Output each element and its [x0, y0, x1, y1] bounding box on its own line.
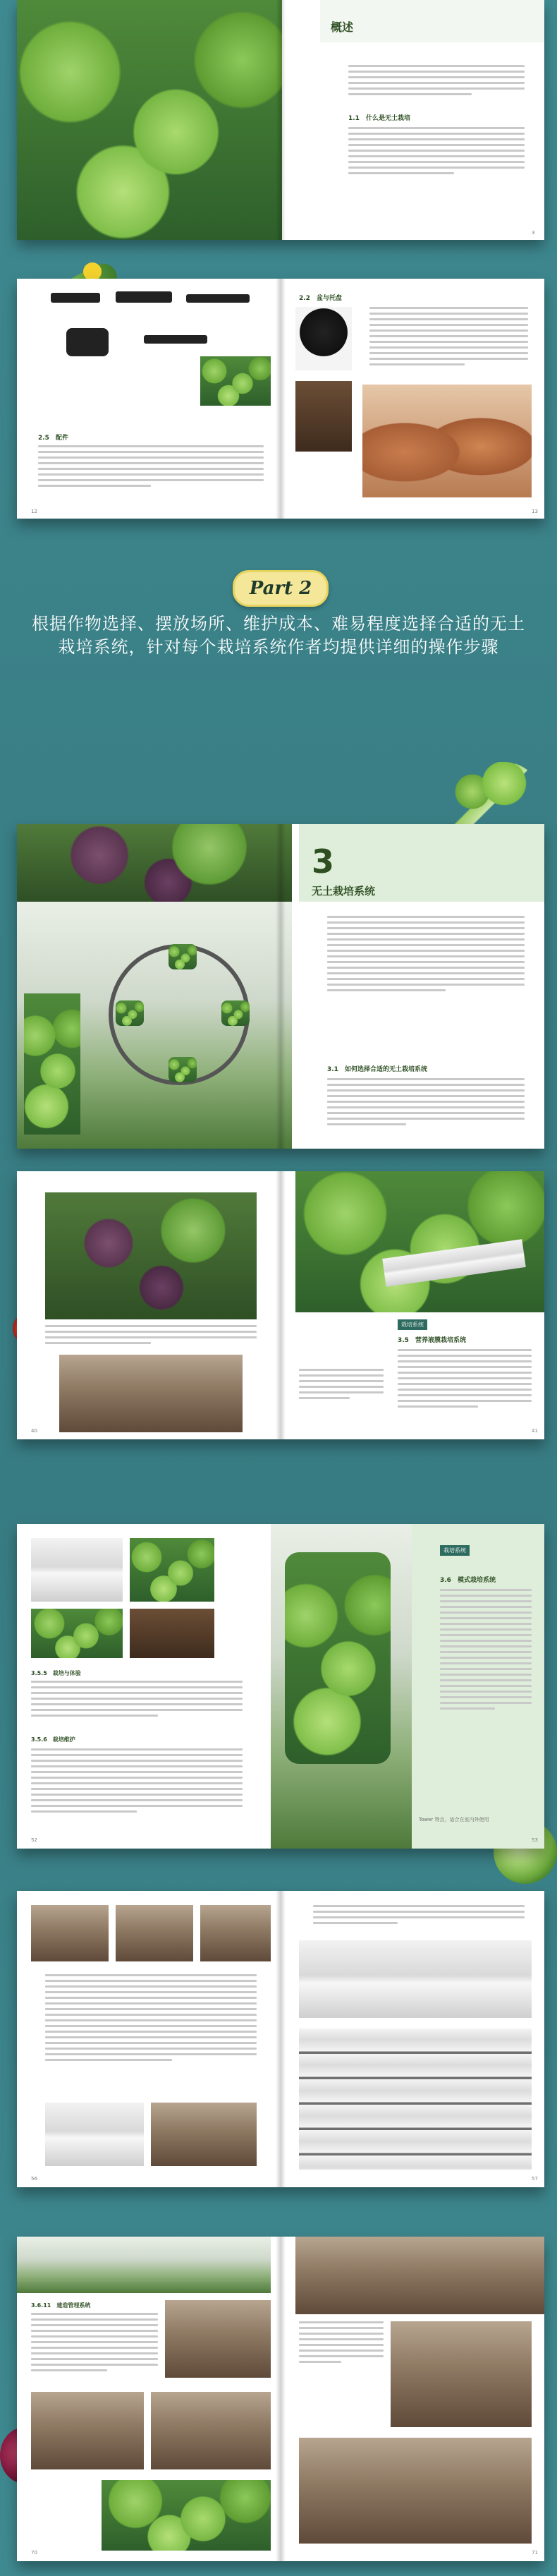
hanging-pot-photo [116, 1000, 144, 1026]
body-text [327, 1078, 525, 1129]
pots-stack-photo [295, 381, 352, 452]
book-gutter [276, 279, 286, 519]
book-spread-2 [17, 279, 544, 519]
book-spread-7 [17, 2237, 544, 2561]
wood-frame-photo [391, 2321, 532, 2427]
lettuce-photo [17, 0, 282, 240]
page-number-right: 53 [532, 1837, 538, 1843]
body-text [38, 445, 264, 490]
book-spread-4 [17, 1171, 544, 1439]
caption-text [45, 1325, 257, 1348]
body-text [327, 916, 525, 995]
assembly-photo [31, 1905, 109, 1961]
body-text [313, 1905, 525, 1928]
book-spread-3 [17, 824, 544, 1149]
section-heading: 3.1 如何选择合适的无土栽培系统 [327, 1066, 427, 1073]
part-label: Part 2 [249, 578, 312, 599]
section-tag: 栽培系统 [398, 1319, 427, 1330]
page-number-right: 13 [532, 509, 538, 514]
page-number-left: 12 [31, 509, 37, 514]
black-pots-photo [295, 307, 352, 370]
page-number-left: 40 [31, 1428, 37, 1434]
pipe-fitting-photo [144, 335, 207, 344]
seedling-cup-photo [130, 1538, 214, 1602]
book-spread-5 [17, 1524, 544, 1849]
white-frame-photo [299, 1940, 532, 2018]
page-number-right: 71 [532, 2550, 538, 2556]
section-heading: 3.5 营养液膜栽培系统 [398, 1337, 466, 1344]
book-gutter [276, 2237, 286, 2561]
greenhouse-worker-photo [17, 2237, 271, 2293]
page-number-left: 70 [31, 2550, 37, 2556]
chapter-heading-block [320, 0, 544, 42]
nft-channels-photo [299, 2028, 532, 2170]
worker-saw-photo [299, 2438, 532, 2544]
drill-photo [151, 2103, 257, 2166]
body-text [31, 1681, 243, 1720]
plants-wall-photo [17, 824, 292, 902]
hands-planting-photo [130, 1609, 214, 1658]
section-tag: 栽培系统 [440, 1545, 470, 1556]
chapter-title: 概述 [331, 20, 354, 34]
woodwork-photo [31, 2392, 144, 2469]
section-heading: 1.1 什么是无土栽培 [348, 115, 410, 122]
subsection-heading: 3.5.5 栽培与体验 [31, 1670, 81, 1676]
basil-photo [45, 1192, 257, 1319]
section-heading: 2.5 配件 [38, 435, 68, 442]
assembly-photo [200, 1905, 271, 1961]
page-number-right: 41 [532, 1428, 538, 1434]
book-gutter [276, 824, 286, 1149]
subsection-heading: 3.6.11 建造管理系统 [31, 2302, 91, 2309]
page-number-right: 3 [532, 230, 535, 236]
body-text [31, 2313, 158, 2375]
part-description: 根据作物选择、摆放场所、维护成本、难易程度选择合适的无土栽培系统，针对每个栽培系统作者均提供详细的操作步骤 [32, 614, 525, 657]
chapter-number: 3 [312, 842, 335, 881]
book-gutter [276, 1171, 286, 1439]
tower-plants-photo [285, 1552, 391, 1764]
seedling-cup-photo [31, 1609, 123, 1658]
sidebar-text [299, 1369, 384, 1403]
planter-photo [102, 2480, 271, 2551]
body-text [348, 65, 525, 99]
hanging-pot-photo [221, 1000, 250, 1026]
body-text [369, 307, 528, 369]
book-spread-6 [17, 1891, 544, 2187]
body-text [31, 1748, 243, 1816]
hanging-pot-photo [169, 944, 197, 969]
page-number-left: 52 [31, 1837, 37, 1843]
body-text [398, 1349, 532, 1411]
pipe-assembly-photo [45, 2103, 144, 2166]
woodwork-photo [151, 2392, 271, 2469]
section-heading: 2.2 盆与托盘 [299, 295, 342, 302]
assembly-photo [116, 1905, 193, 1961]
body-text [348, 127, 525, 178]
page-number-left: 56 [31, 2176, 37, 2182]
part-badge [233, 570, 329, 607]
body-text [45, 1974, 257, 2064]
pipe-fitting-photo [186, 294, 250, 303]
pipe-fitting-photo [66, 328, 109, 356]
woodwork-photo [165, 2300, 271, 2378]
book-spread-1 [17, 0, 544, 240]
seedling-photo [200, 356, 271, 406]
photo-caption: Tower 特点，适合在室内外使用 [419, 1817, 489, 1822]
terracotta-pots-photo [362, 385, 532, 497]
pipe-fitting-photo [51, 293, 100, 303]
body-text [299, 2321, 384, 2366]
hanging-pot-photo [169, 1057, 197, 1082]
vertical-tower-photo [24, 993, 80, 1135]
nft-rack-photo [31, 1538, 123, 1602]
pipe-work-photo [59, 1355, 243, 1432]
body-text [440, 1589, 532, 1713]
book-gutter [276, 0, 286, 240]
chapter-title: 无土栽培系统 [312, 885, 376, 897]
pipe-fitting-photo [116, 291, 172, 303]
page-number-right: 57 [532, 2176, 538, 2182]
section-heading: 3.6 模式栽培系统 [440, 1577, 496, 1584]
book-gutter [276, 1891, 286, 2187]
drilling-photo [295, 2237, 544, 2314]
subsection-heading: 3.5.6 栽培维护 [31, 1736, 75, 1743]
